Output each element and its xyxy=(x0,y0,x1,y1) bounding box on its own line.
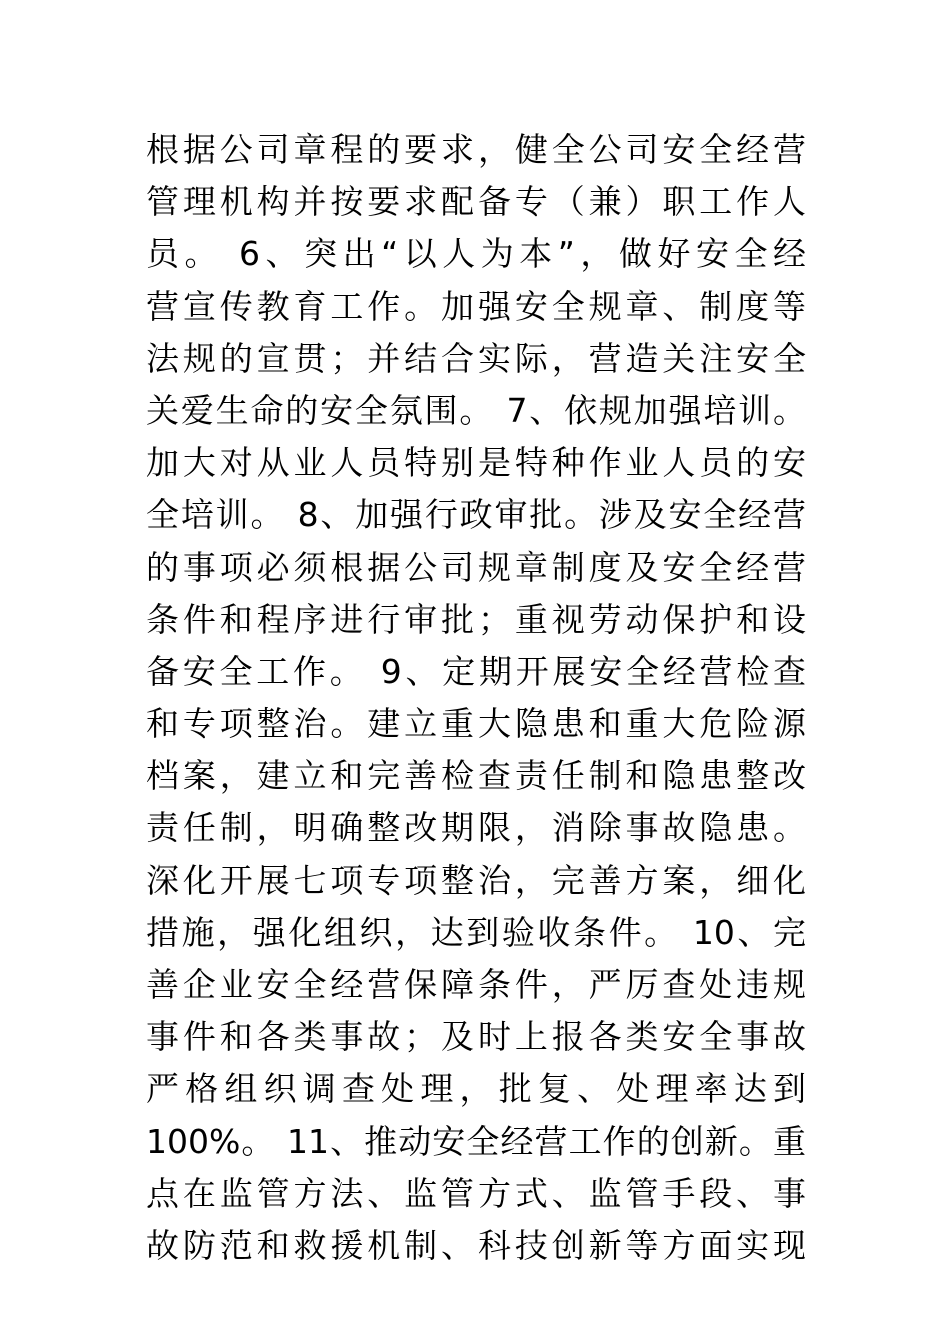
text-line: 和专项整治。建立重大隐患和重大危险源 xyxy=(146,704,806,744)
text-line: 故防范和救援机制、科技创新等方面实现 xyxy=(146,1225,806,1265)
text-line: 的事项必须根据公司规章制度及安全经营 xyxy=(146,547,806,587)
text-line: 条件和程序进行审批；重视劳动保护和设 xyxy=(146,599,806,639)
text-line: 责任制，明确整改期限，消除事故隐患。 xyxy=(146,808,806,848)
text-line: 事件和各类事故；及时上报各类安全事故 xyxy=(146,1017,806,1057)
text-line: 100%。 11、推动安全经营工作的创新。重 xyxy=(146,1121,806,1161)
text-line: 备安全工作。 9、定期开展安全经营检查 xyxy=(146,651,806,691)
text-line: 措施，强化组织，达到验收条件。 10、完 xyxy=(146,912,806,952)
text-line: 法规的宣贯；并结合实际，营造关注安全 xyxy=(146,338,806,378)
text-line: 善企业安全经营保障条件，严厉查处违规 xyxy=(146,965,806,1004)
text-line: 关爱生命的安全氛围。 7、依规加强培训。 xyxy=(146,390,806,430)
body-text xyxy=(146,124,806,1272)
text-line: 全培训。 8、加强行政审批。涉及安全经营 xyxy=(146,495,806,535)
text-line: 管理机构并按要求配备专（兼）职工作人 xyxy=(146,182,806,222)
text-line: 档案，建立和完善检查责任制和隐患整改 xyxy=(146,756,806,796)
text-line: 员。 6、突出“以人为本”，做好安全经 xyxy=(146,234,806,274)
text-line: 严格组织调查处理，批复、处理率达到 xyxy=(146,1069,806,1109)
text-line: 根据公司章程的要求，健全公司安全经营 xyxy=(146,130,806,169)
text-line: 营宣传教育工作。加强安全规章、制度等 xyxy=(146,286,806,326)
text-line: 深化开展七项专项整治，完善方案，细化 xyxy=(146,860,806,900)
text-line: 点在监管方法、监管方式、监管手段、事 xyxy=(146,1173,806,1213)
text-line: 加大对从业人员特别是特种作业人员的安 xyxy=(146,443,806,483)
